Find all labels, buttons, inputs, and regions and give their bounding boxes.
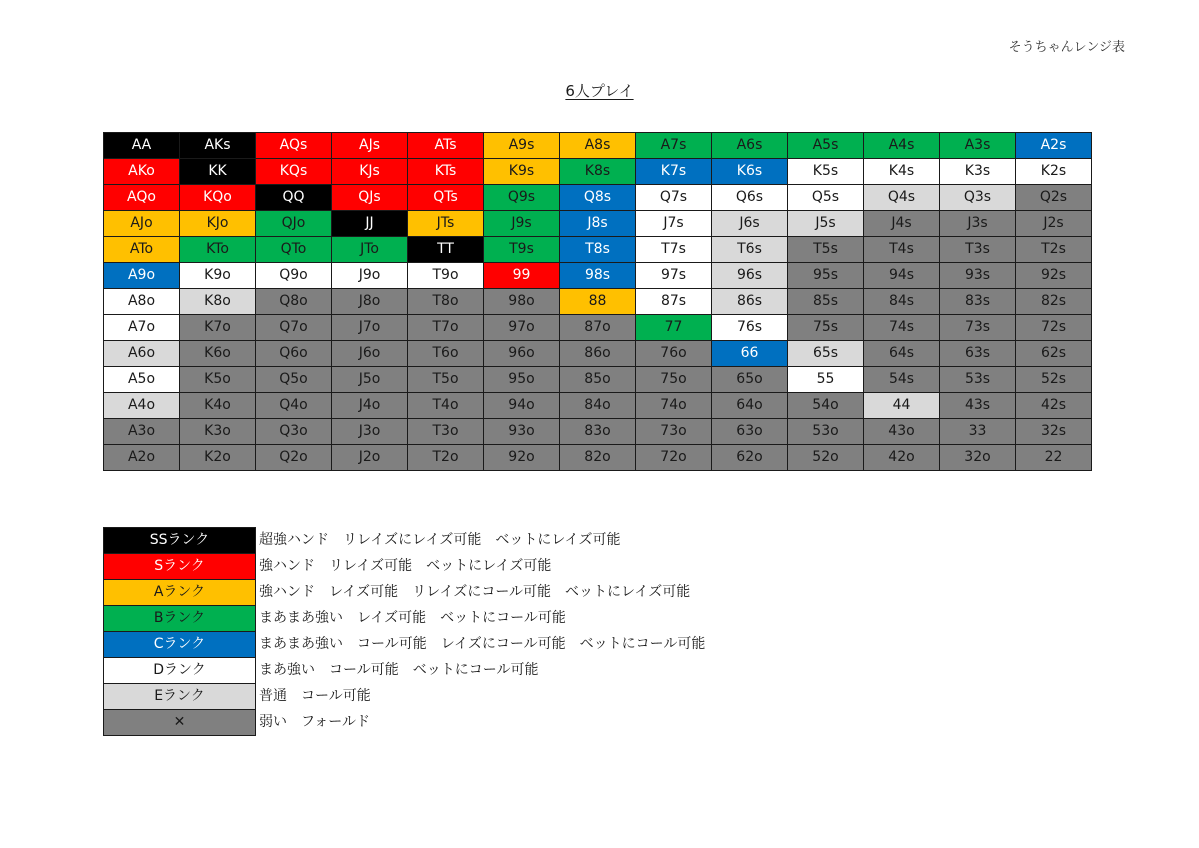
hand-cell: 65s (788, 341, 864, 367)
hand-cell: 53s (940, 367, 1016, 393)
hand-cell: 32s (1016, 419, 1092, 445)
hand-cell: 32o (940, 445, 1016, 471)
hand-cell: 44 (864, 393, 940, 419)
grid-row (104, 341, 1092, 367)
hand-cell: KJo (180, 211, 256, 237)
hand-cell: J8o (332, 289, 408, 315)
hand-cell: A3o (104, 419, 180, 445)
hand-cell: J5o (332, 367, 408, 393)
hand-cell: 63s (940, 341, 1016, 367)
legend-row (104, 632, 706, 658)
hand-cell: TT (408, 237, 484, 263)
hand-cell: 84s (864, 289, 940, 315)
hand-cell: T5o (408, 367, 484, 393)
hand-cell: J9s (484, 211, 560, 237)
hand-cell: J2o (332, 445, 408, 471)
hand-cell: 85s (788, 289, 864, 315)
hand-cell: 62o (712, 445, 788, 471)
hand-cell: KJs (332, 159, 408, 185)
hand-cell: 97o (484, 315, 560, 341)
hand-cell: 83s (940, 289, 1016, 315)
hand-cell: K2s (1016, 159, 1092, 185)
hand-cell: 43s (940, 393, 1016, 419)
hand-cell: 43o (864, 419, 940, 445)
legend-rank-swatch: Dランク (104, 658, 256, 684)
hand-cell: AQs (256, 133, 332, 159)
legend-row (104, 528, 706, 554)
hand-cell: K7o (180, 315, 256, 341)
hand-cell: J9o (332, 263, 408, 289)
hand-cell: JTo (332, 237, 408, 263)
hand-cell: 85o (560, 367, 636, 393)
hand-cell: K2o (180, 445, 256, 471)
hand-cell: A6s (712, 133, 788, 159)
hand-cell: J8s (560, 211, 636, 237)
page-title-text: 6人プレイ (565, 82, 634, 100)
hand-cell: QTs (408, 185, 484, 211)
hand-cell: 83o (560, 419, 636, 445)
legend-description: まあまあ強い レイズ可能 ベットにコール可能 (259, 610, 566, 626)
legend-row (104, 684, 706, 710)
hand-cell: 66 (712, 341, 788, 367)
hand-cell: A8o (104, 289, 180, 315)
hand-cell: J6s (712, 211, 788, 237)
grid-row (104, 315, 1092, 341)
legend-row (104, 710, 706, 736)
hand-cell: 76s (712, 315, 788, 341)
hand-cell: AQo (104, 185, 180, 211)
grid-row (104, 419, 1092, 445)
legend-rank-swatch: Cランク (104, 632, 256, 658)
grid-row (104, 159, 1092, 185)
hand-cell: 52s (1016, 367, 1092, 393)
hand-cell: 96o (484, 341, 560, 367)
hand-cell: A9s (484, 133, 560, 159)
legend-description: 強ハンド レイズ可能 リレイズにコール可能 ベットにレイズ可能 (259, 584, 691, 600)
hand-cell: Q2o (256, 445, 332, 471)
hand-cell: Q5s (788, 185, 864, 211)
hand-cell: ATs (408, 133, 484, 159)
hand-cell: 98s (560, 263, 636, 289)
hand-cell: T3s (940, 237, 1016, 263)
header-note: そうちゃんレンジ表 (1008, 40, 1125, 55)
hand-cell: T3o (408, 419, 484, 445)
hand-cell: 94o (484, 393, 560, 419)
hand-cell: 96s (712, 263, 788, 289)
hand-cell: 54s (864, 367, 940, 393)
legend-row (104, 606, 706, 632)
hand-cell: K6s (712, 159, 788, 185)
hand-cell: 87o (560, 315, 636, 341)
hand-cell: A9o (104, 263, 180, 289)
hand-cell: 92o (484, 445, 560, 471)
hand-cell: 22 (1016, 445, 1092, 471)
legend-row (104, 658, 706, 684)
hand-cell: JJ (332, 211, 408, 237)
legend-row (104, 554, 706, 580)
hand-cell: 74s (864, 315, 940, 341)
legend-description: まあ強い コール可能 ベットにコール可能 (259, 662, 539, 678)
hand-cell: 65o (712, 367, 788, 393)
hand-cell: 82o (560, 445, 636, 471)
legend-rank-swatch: Eランク (104, 684, 256, 710)
hand-cell: J4s (864, 211, 940, 237)
hand-cell: 99 (484, 263, 560, 289)
hand-cell: T8s (560, 237, 636, 263)
legend-description: 強ハンド リレイズ可能 ベットにレイズ可能 (259, 558, 552, 574)
legend-rank-swatch: SSランク (104, 528, 256, 554)
hand-cell: 97s (636, 263, 712, 289)
hand-cell: KTo (180, 237, 256, 263)
hand-cell: QQ (256, 185, 332, 211)
hand-cell: 86s (712, 289, 788, 315)
hand-cell: T2o (408, 445, 484, 471)
hand-cell: Q8o (256, 289, 332, 315)
hand-cell: 84o (560, 393, 636, 419)
hand-cell: AJo (104, 211, 180, 237)
grid-row (104, 289, 1092, 315)
grid-row (104, 393, 1092, 419)
hand-cell: J7o (332, 315, 408, 341)
hand-cell: K5s (788, 159, 864, 185)
hand-cell: K3o (180, 419, 256, 445)
hand-cell: A2o (104, 445, 180, 471)
hand-cell: QTo (256, 237, 332, 263)
hand-cell: A8s (560, 133, 636, 159)
hand-cell: Q4s (864, 185, 940, 211)
grid-row (104, 133, 1092, 159)
hand-cell: Q9s (484, 185, 560, 211)
grid-row (104, 185, 1092, 211)
hand-cell: K4o (180, 393, 256, 419)
legend-table (103, 527, 706, 736)
hand-cell: 95o (484, 367, 560, 393)
legend-description: まあまあ強い コール可能 レイズにコール可能 ベットにコール可能 (259, 636, 706, 652)
hand-cell: Q9o (256, 263, 332, 289)
hand-cell: 73o (636, 419, 712, 445)
hand-cell: 72s (1016, 315, 1092, 341)
grid-row (104, 211, 1092, 237)
hand-cell: 74o (636, 393, 712, 419)
hand-cell: J7s (636, 211, 712, 237)
hand-cell: A5s (788, 133, 864, 159)
legend-rank-swatch: Bランク (104, 606, 256, 632)
hand-cell: 55 (788, 367, 864, 393)
hand-cell: 98o (484, 289, 560, 315)
hand-cell: T2s (1016, 237, 1092, 263)
hand-cell: A5o (104, 367, 180, 393)
hand-cell: 94s (864, 263, 940, 289)
hand-cell: K8o (180, 289, 256, 315)
hand-cell: 64s (864, 341, 940, 367)
hand-cell: Q3s (940, 185, 1016, 211)
hand-cell: T6o (408, 341, 484, 367)
legend-description: 弱い フォールド (259, 714, 371, 730)
hand-cell: 76o (636, 341, 712, 367)
hand-cell: ATo (104, 237, 180, 263)
hand-cell: Q2s (1016, 185, 1092, 211)
legend-row (104, 580, 706, 606)
hand-cell: J5s (788, 211, 864, 237)
hand-cell: 87s (636, 289, 712, 315)
hand-cell: 42o (864, 445, 940, 471)
legend-description: 超強ハンド リレイズにレイズ可能 ベットにレイズ可能 (259, 532, 621, 548)
hand-cell: KK (180, 159, 256, 185)
hand-cell: QJo (256, 211, 332, 237)
hand-cell: QJs (332, 185, 408, 211)
hand-cell: K9s (484, 159, 560, 185)
hand-cell: A4o (104, 393, 180, 419)
hand-cell: K5o (180, 367, 256, 393)
hand-cell: 92s (1016, 263, 1092, 289)
grid-row (104, 367, 1092, 393)
hand-cell: AKs (180, 133, 256, 159)
hand-cell: 63o (712, 419, 788, 445)
page-title (0, 80, 1199, 101)
hand-cell: T9s (484, 237, 560, 263)
hand-cell: KQo (180, 185, 256, 211)
hand-cell: 93o (484, 419, 560, 445)
hand-cell: 75s (788, 315, 864, 341)
hand-cell: T6s (712, 237, 788, 263)
hand-cell: 88 (560, 289, 636, 315)
grid-row (104, 263, 1092, 289)
hand-cell: J4o (332, 393, 408, 419)
hand-cell: 95s (788, 263, 864, 289)
hand-cell: J6o (332, 341, 408, 367)
hand-cell: AA (104, 133, 180, 159)
hand-cell: A7o (104, 315, 180, 341)
hand-cell: AJs (332, 133, 408, 159)
legend-rank-swatch: Sランク (104, 554, 256, 580)
hand-cell: A6o (104, 341, 180, 367)
hand-cell: J2s (1016, 211, 1092, 237)
hand-cell: K8s (560, 159, 636, 185)
hand-cell: A4s (864, 133, 940, 159)
hand-cell: J3o (332, 419, 408, 445)
hand-cell: KQs (256, 159, 332, 185)
hand-cell: 93s (940, 263, 1016, 289)
hand-cell: A2s (1016, 133, 1092, 159)
hand-cell: T9o (408, 263, 484, 289)
hand-cell: Q7o (256, 315, 332, 341)
hand-cell: Q5o (256, 367, 332, 393)
hand-cell: Q7s (636, 185, 712, 211)
hand-cell: Q3o (256, 419, 332, 445)
hand-cell: K7s (636, 159, 712, 185)
grid-row (104, 445, 1092, 471)
hand-cell: Q8s (560, 185, 636, 211)
hand-cell: T7o (408, 315, 484, 341)
hand-cell: 82s (1016, 289, 1092, 315)
hand-cell: 33 (940, 419, 1016, 445)
hand-cell: Q4o (256, 393, 332, 419)
hand-cell: 42s (1016, 393, 1092, 419)
legend-description: 普通 コール可能 (259, 688, 371, 704)
hand-cell: 53o (788, 419, 864, 445)
hand-cell: T4o (408, 393, 484, 419)
hand-cell: 64o (712, 393, 788, 419)
grid-row (104, 237, 1092, 263)
hand-cell: T7s (636, 237, 712, 263)
hand-cell: 52o (788, 445, 864, 471)
hand-cell: K4s (864, 159, 940, 185)
hand-cell: K6o (180, 341, 256, 367)
hand-cell: K3s (940, 159, 1016, 185)
hand-cell: J3s (940, 211, 1016, 237)
hand-cell: JTs (408, 211, 484, 237)
hand-cell: 86o (560, 341, 636, 367)
hand-cell: AKo (104, 159, 180, 185)
hand-cell: A7s (636, 133, 712, 159)
hand-cell: 75o (636, 367, 712, 393)
legend-rank-swatch: ✕ (104, 710, 256, 736)
hand-cell: 77 (636, 315, 712, 341)
hand-cell: K9o (180, 263, 256, 289)
hand-cell: 54o (788, 393, 864, 419)
hand-cell: Q6s (712, 185, 788, 211)
hand-cell: 73s (940, 315, 1016, 341)
hand-cell: KTs (408, 159, 484, 185)
hand-cell: T4s (864, 237, 940, 263)
hand-cell: 72o (636, 445, 712, 471)
legend-rank-swatch: Aランク (104, 580, 256, 606)
hand-cell: T8o (408, 289, 484, 315)
hand-cell: Q6o (256, 341, 332, 367)
hand-cell: A3s (940, 133, 1016, 159)
hand-cell: 62s (1016, 341, 1092, 367)
hand-cell: T5s (788, 237, 864, 263)
range-grid (103, 132, 1092, 471)
